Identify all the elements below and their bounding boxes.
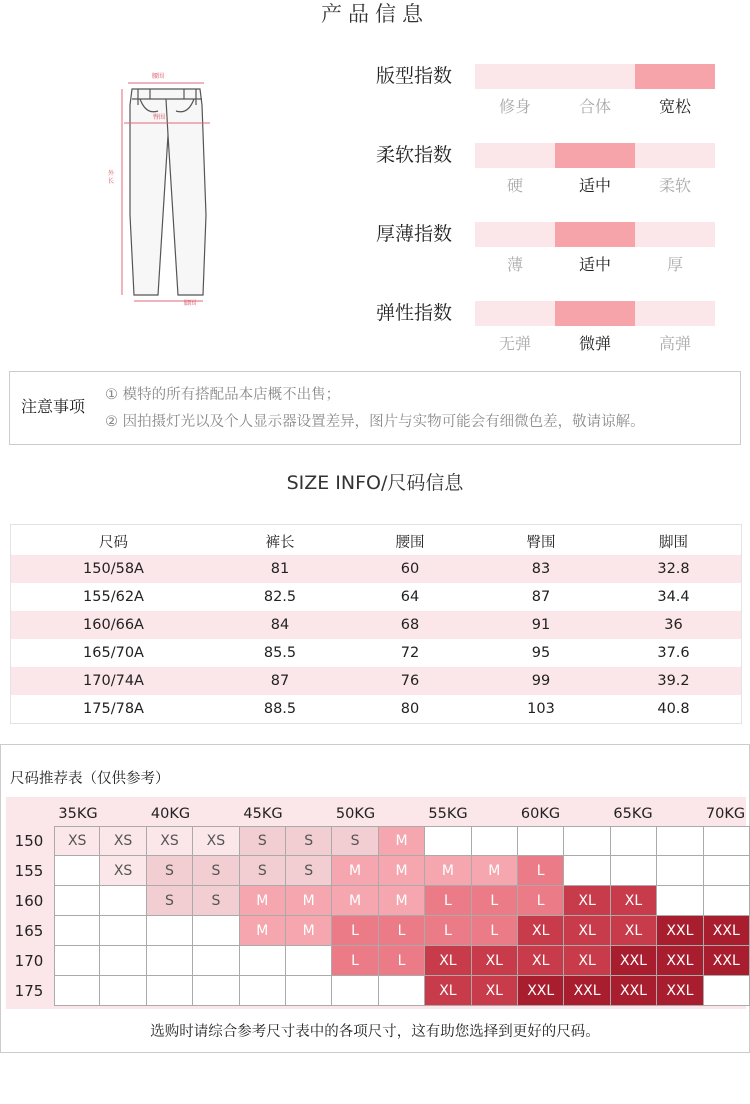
table-cell: 165/70A	[83, 645, 144, 661]
size-cell	[657, 856, 703, 886]
size-cell	[518, 826, 564, 856]
size-cell	[472, 826, 518, 856]
table-cell: 85.5	[263, 645, 297, 661]
thickness-index-bar	[475, 222, 715, 247]
size-cell: L	[425, 916, 471, 946]
notice-line-2: ② 因拍摄灯光以及个人显示器设置差异，图片与实物可能会有细微色差，敬请谅解。	[105, 414, 645, 430]
height-label: 165	[14, 922, 44, 940]
header-cell: 裤长	[265, 534, 295, 551]
weight-label: 55KG	[428, 806, 468, 822]
size-cell	[657, 886, 703, 916]
option: 无弹	[498, 334, 531, 353]
size-cell	[147, 976, 193, 1006]
size-cell: L	[518, 856, 564, 886]
size-cell: XS	[193, 826, 239, 856]
height-label: 175	[14, 982, 44, 1000]
size-cell: S	[332, 826, 378, 856]
size-cell	[611, 856, 657, 886]
size-cell: S	[147, 856, 193, 886]
bar-seg	[635, 222, 715, 247]
size-cell: XXL	[564, 976, 610, 1006]
fit-index-options	[475, 96, 715, 118]
height-label: 160	[14, 892, 44, 910]
size-cell	[100, 976, 146, 1006]
size-cell	[147, 916, 193, 946]
size-cell	[100, 946, 146, 976]
table-cell: 82.5	[263, 589, 297, 605]
size-cell	[704, 826, 750, 856]
notice-box	[9, 371, 741, 445]
table-cell: 155/62A	[83, 589, 144, 605]
size-cell: L	[332, 916, 378, 946]
table-cell: 37.6	[657, 645, 690, 661]
option: 合体	[578, 97, 611, 116]
size-cell: XL	[611, 886, 657, 916]
table-cell: 84	[270, 617, 290, 633]
length-label: 外长	[108, 170, 115, 185]
size-cell	[240, 976, 286, 1006]
size-cell: XS	[54, 826, 100, 856]
size-cell: M	[286, 916, 332, 946]
size-cell: XXL	[704, 946, 750, 976]
size-cell: XL	[518, 946, 564, 976]
option: 修身	[498, 97, 531, 116]
size-cell	[54, 886, 100, 916]
softness-index-bar	[475, 143, 715, 168]
weight-label: 60KG	[520, 806, 561, 822]
size-cell: XS	[100, 826, 146, 856]
size-cell	[54, 946, 100, 976]
table-cell: 34.4	[657, 589, 690, 605]
bar-seg	[635, 143, 715, 168]
bar-seg-selected	[555, 143, 635, 168]
size-cell: L	[518, 886, 564, 916]
size-cell	[193, 946, 239, 976]
size-cell: M	[379, 886, 425, 916]
table-row	[11, 611, 741, 639]
size-cell: XL	[564, 946, 610, 976]
thickness-index-options	[475, 254, 715, 276]
table-cell: 87	[531, 589, 551, 605]
size-table	[10, 524, 742, 724]
notice-label: 注意事项	[21, 397, 86, 416]
table-cell: 99	[531, 673, 551, 689]
size-cell: XL	[425, 976, 471, 1006]
recommendation-title: 尺码推荐表（仅供参考）	[10, 771, 170, 787]
table-row	[11, 555, 741, 583]
size-cell: S	[240, 826, 286, 856]
table-cell: 81	[270, 561, 290, 577]
size-cell	[611, 826, 657, 856]
size-cell: M	[379, 856, 425, 886]
table-cell: 80	[400, 701, 420, 717]
size-cell: XXL	[657, 946, 703, 976]
size-cell: L	[425, 886, 471, 916]
size-cell: L	[379, 916, 425, 946]
elasticity-index-label: 弹性指数	[376, 302, 453, 324]
size-cell	[657, 826, 703, 856]
option-selected: 适中	[578, 255, 611, 274]
size-cell: XS	[147, 826, 193, 856]
size-cell: XL	[611, 916, 657, 946]
pants-diagram	[110, 65, 225, 315]
page-title: 产品信息	[321, 2, 429, 26]
size-cell	[564, 826, 610, 856]
weight-label: 40KG	[150, 806, 191, 822]
hip-label: 臀围	[153, 114, 166, 121]
size-cell: M	[240, 916, 286, 946]
table-cell: 32.8	[657, 561, 690, 577]
table-cell: 170/74A	[83, 673, 144, 689]
weight-label: 45KG	[243, 806, 283, 822]
table-cell: 64	[400, 589, 420, 605]
table-row	[11, 695, 741, 723]
size-cell: XXL	[657, 916, 703, 946]
table-row	[11, 639, 741, 667]
size-cell: XS	[100, 856, 146, 886]
table-cell: 72	[400, 645, 420, 661]
header-cell: 臀围	[526, 534, 556, 551]
header-cell: 腰围	[395, 534, 425, 551]
size-cell: S	[286, 856, 332, 886]
size-cell	[286, 976, 332, 1006]
size-cell: M	[332, 886, 378, 916]
size-cell	[54, 976, 100, 1006]
size-cell: XXL	[518, 976, 564, 1006]
bar-seg-selected	[555, 222, 635, 247]
table-row	[11, 667, 741, 695]
table-cell: 68	[400, 617, 420, 633]
size-cell	[704, 856, 750, 886]
elasticity-index-bar	[475, 301, 715, 326]
weight-label: 65KG	[613, 806, 653, 822]
weight-label: 70KG	[705, 806, 746, 822]
table-cell: 103	[527, 701, 555, 717]
size-cell	[193, 916, 239, 946]
hem-label: 脚围	[184, 300, 197, 307]
size-cell: L	[472, 916, 518, 946]
thickness-index-label: 厚薄指数	[376, 223, 453, 245]
size-cell: XXL	[704, 916, 750, 946]
size-cell	[425, 826, 471, 856]
bar-seg	[475, 222, 555, 247]
size-cell	[54, 916, 100, 946]
softness-index-options	[475, 175, 715, 197]
bar-seg-selected	[555, 301, 635, 326]
table-cell: 88.5	[263, 701, 297, 717]
size-cell: M	[286, 886, 332, 916]
option-selected: 微弹	[578, 334, 611, 353]
size-cell: M	[425, 856, 471, 886]
size-cell: S	[147, 886, 193, 916]
table-cell: 95	[531, 645, 551, 661]
bar-seg	[475, 143, 555, 168]
table-cell: 91	[531, 617, 551, 633]
size-cell	[100, 886, 146, 916]
size-cell	[240, 946, 286, 976]
size-cell	[147, 946, 193, 976]
header-cell: 尺码	[99, 534, 128, 551]
waist-label: 腰围	[152, 73, 165, 80]
size-cell	[286, 946, 332, 976]
table-cell: 160/66A	[83, 617, 144, 633]
size-cell: XL	[564, 886, 610, 916]
size-cell	[564, 856, 610, 886]
fit-index-label: 版型指数	[376, 65, 453, 87]
size-table-header	[11, 527, 741, 555]
size-cell: M	[240, 886, 286, 916]
table-cell: 39.2	[657, 673, 690, 689]
bar-seg	[475, 301, 555, 326]
table-cell: 175/78A	[83, 701, 144, 717]
option-selected: 宽松	[658, 97, 691, 116]
size-cell: M	[379, 826, 425, 856]
size-cell: XL	[425, 946, 471, 976]
size-cell	[332, 976, 378, 1006]
size-cell	[704, 976, 750, 1006]
option: 厚	[666, 255, 683, 274]
header-cell: 脚围	[659, 534, 688, 551]
size-cell	[704, 886, 750, 916]
size-info-title: SIZE INFO/尺码信息	[286, 472, 464, 494]
size-cell	[54, 856, 100, 886]
height-label: 155	[14, 862, 44, 880]
option: 薄	[506, 255, 523, 274]
table-cell: 76	[400, 673, 420, 689]
table-cell: 150/58A	[83, 561, 144, 577]
size-cell: XL	[472, 946, 518, 976]
size-cell: L	[379, 946, 425, 976]
table-cell: 87	[270, 673, 290, 689]
size-cell	[100, 916, 146, 946]
notice-line-1: ① 模特的所有搭配品本店概不出售；	[105, 387, 341, 403]
elasticity-index-options	[475, 333, 715, 355]
option: 硬	[506, 176, 523, 195]
weight-label: 35KG	[58, 806, 98, 822]
size-cell: L	[332, 946, 378, 976]
size-cell: XXL	[657, 976, 703, 1006]
size-cell: S	[193, 886, 239, 916]
size-cell: L	[472, 886, 518, 916]
size-cell: XL	[472, 976, 518, 1006]
bar-seg	[555, 64, 635, 89]
fit-index-bar	[475, 64, 715, 89]
size-cell: S	[193, 856, 239, 886]
weight-label: 50KG	[335, 806, 376, 822]
size-cell: M	[472, 856, 518, 886]
recommendation-note: 选购时请综合参考尺寸表中的各项尺寸，这有助您选择到更好的尺码。	[150, 1024, 600, 1040]
size-cell: XL	[564, 916, 610, 946]
table-row	[11, 583, 741, 611]
option: 柔软	[658, 176, 691, 195]
bar-seg-selected	[635, 64, 715, 89]
bar-seg	[635, 301, 715, 326]
size-cell	[379, 976, 425, 1006]
size-cell: S	[240, 856, 286, 886]
table-cell: 36	[664, 617, 683, 633]
table-cell: 83	[531, 561, 551, 577]
size-cell: M	[332, 856, 378, 886]
option-selected: 适中	[578, 176, 611, 195]
size-cell: XXL	[611, 946, 657, 976]
table-cell: 40.8	[657, 701, 690, 717]
size-cell: XXL	[611, 976, 657, 1006]
softness-index-label: 柔软指数	[376, 144, 453, 166]
option: 高弹	[658, 334, 691, 353]
size-cell	[193, 976, 239, 1006]
table-cell: 60	[400, 561, 420, 577]
size-cell: S	[286, 826, 332, 856]
size-cell: XL	[518, 916, 564, 946]
bar-seg	[475, 64, 555, 89]
height-label: 170	[14, 952, 44, 970]
height-label: 150	[14, 832, 44, 850]
